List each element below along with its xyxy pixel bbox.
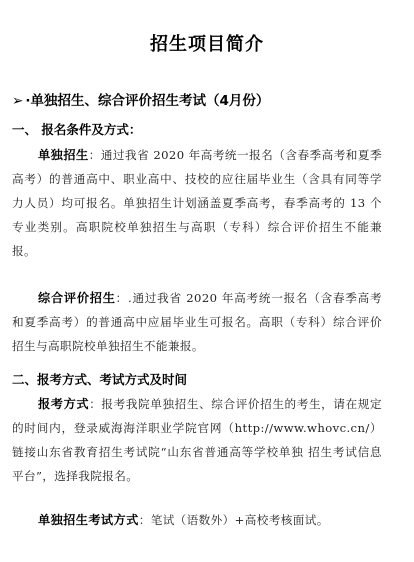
part2-heading: 二、报考方式、考试方式及时间 xyxy=(12,372,188,387)
section-heading xyxy=(12,89,269,109)
single-enrollment-label: 单独招生 xyxy=(38,148,89,162)
application-method-paragraph xyxy=(12,392,382,488)
single-enrollment-text: ：通过我省 2020 年高考统一报名（含春季高考和夏季高考）的普通高中、职业高中、技校的应往届毕业生（含具有同等学力人员）均可报名。单独招生计划涵盖夏季高考，春季高考的 13 个专业类别。高职院校单独招生与高职（专科）综合评价招生不能兼报。 xyxy=(12,148,382,258)
arrow-bullet-icon: ➢ xyxy=(12,93,24,109)
exam-method-label: 单独招生考试方式 xyxy=(38,513,139,527)
exam-method-line xyxy=(12,511,382,528)
part1-heading: 一、 报名条件及方式： xyxy=(12,122,142,137)
section-heading-text: ·单独招生、综合评价招生考试（4月份） xyxy=(25,93,270,109)
comprehensive-label: 综合评价招生 xyxy=(38,291,116,305)
comprehensive-text: ：.通过我省 2020 年高考统一报名（含春季高考和夏季高考）的普通高中应届毕业生可报名。高职（专科）综合评价招生与高职院校单独招生不能兼报。 xyxy=(12,291,382,353)
application-method-label: 报考方式 xyxy=(38,397,90,411)
exam-method-text: ：笔试（语数外）+高校考核面试。 xyxy=(138,513,329,527)
comprehensive-paragraph xyxy=(12,286,382,358)
single-enrollment-paragraph xyxy=(12,143,382,263)
page-title: 招生项目简介 xyxy=(150,34,264,55)
application-method-text: ：报考我院单独招生、综合评价招生的考生，请在规定的时间内，登录威海海洋职业学院官网（http://www.whovc.cn/）链接山东省教育招生考试院“山东省普通高等学校单独 招生考试信息平台”，选择我院报名。 xyxy=(12,397,382,483)
